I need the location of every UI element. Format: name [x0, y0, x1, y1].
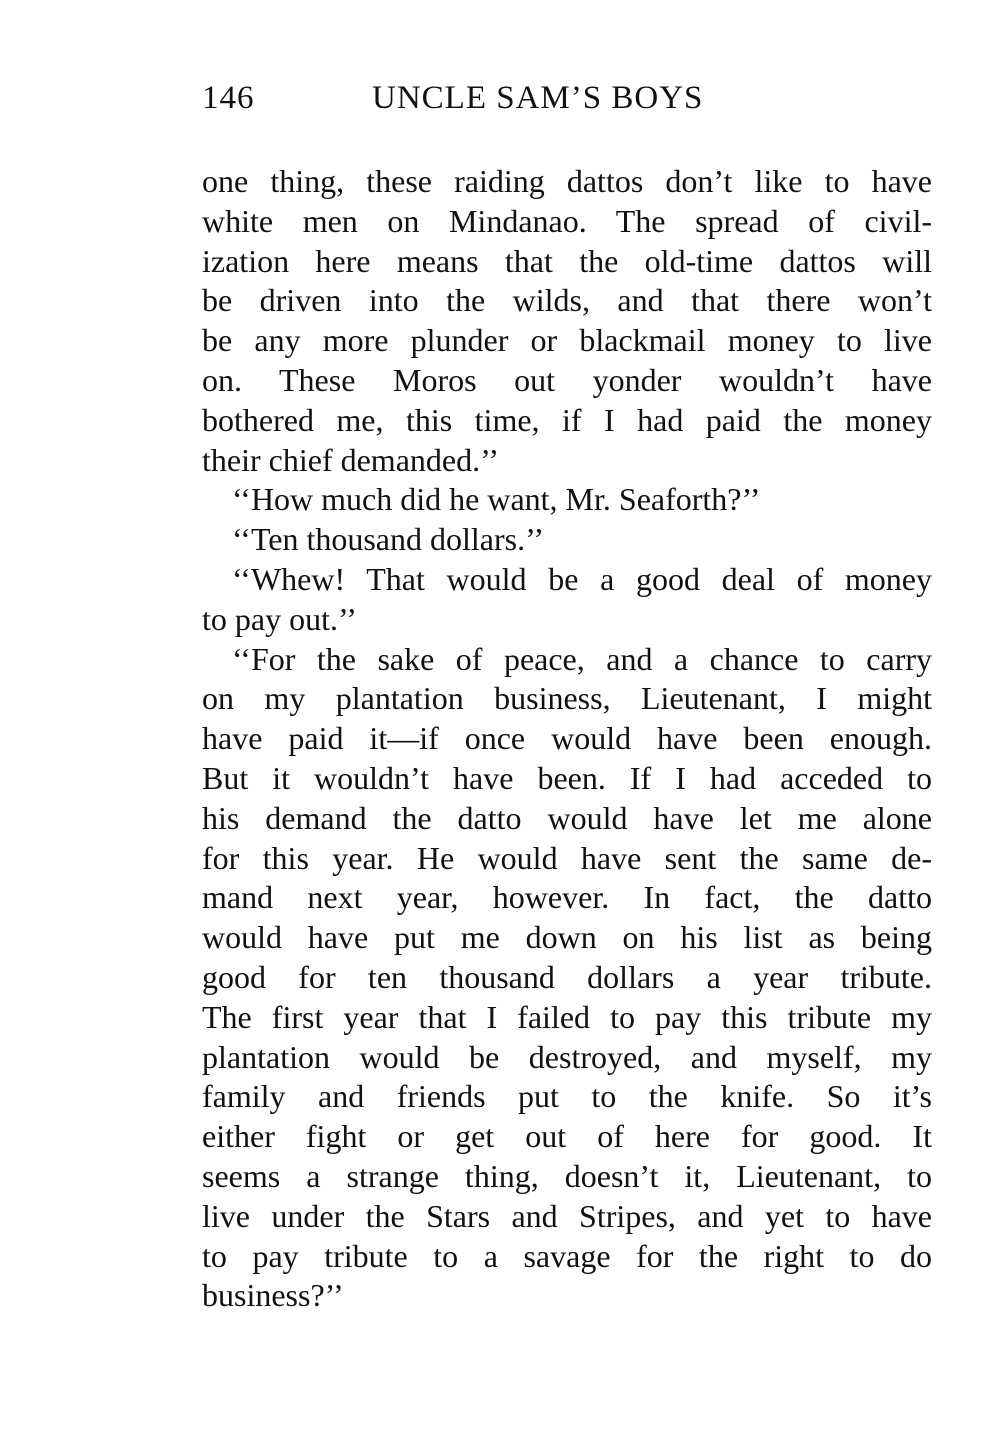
text-line: mand next year, however. In fact, the datto [202, 879, 932, 916]
text-line: plantation would be destroyed, and myself, my [202, 1038, 932, 1075]
text-line: family and friends put to the knife. So it’s [202, 1078, 932, 1115]
text-line: on my plantation business, Lieutenant, I might [202, 680, 932, 717]
text-line: ‘‘Whew! That would be a good deal of money [232, 560, 932, 597]
text-line: The first year that I failed to pay this tribute my [202, 998, 932, 1035]
text-line: to pay out.’’ [202, 600, 357, 637]
text-line: live under the Stars and Stripes, and yet to have [202, 1197, 932, 1234]
text-line: would have put me down on his list as being [202, 919, 932, 956]
text-line: for this year. He would have sent the same de- [202, 839, 932, 876]
text-line: business?’’ [202, 1277, 344, 1314]
text-line: seems a strange thing, doesn’t it, Lieutenant, to [202, 1157, 932, 1194]
book-title: UNCLE SAM’S BOYS [372, 80, 704, 116]
text-line: bothered me, this time, if I had paid the money [202, 401, 932, 438]
text-line: his demand the datto would have let me alone [202, 799, 932, 836]
text-line: ‘‘For the sake of peace, and a chance to carry [232, 640, 932, 677]
text-line: to pay tribute to a savage for the right to do [202, 1237, 932, 1274]
text-line: be driven into the wilds, and that there won’t [202, 282, 932, 319]
text-line: But it wouldn’t have been. If I had acceded to [202, 759, 932, 796]
text-line: have paid it—if once would have been enough. [202, 720, 932, 757]
text-line: be any more plunder or blackmail money to live [202, 322, 932, 359]
text-line: ‘‘How much did he want, Mr. Seaforth?’’ [232, 481, 761, 518]
text-line: good for ten thousand dollars a year tribute. [202, 958, 932, 995]
text-line: either fight or get out of here for good. It [202, 1118, 932, 1155]
body-text [202, 162, 932, 1316]
text-line: one thing, these raiding dattos don’t like to have [202, 163, 932, 199]
text-line: ization here means that the old-time dattos will [202, 242, 932, 279]
text-line: white men on Mindanao. The spread of civil- [202, 202, 932, 239]
page-number: 146 [202, 80, 255, 116]
text-line: on. These Moros out yonder wouldn’t have [202, 361, 932, 398]
text-line: their chief demanded.’’ [202, 441, 500, 478]
running-head [202, 78, 932, 118]
text-line: ‘‘Ten thousand dollars.’’ [232, 521, 545, 558]
